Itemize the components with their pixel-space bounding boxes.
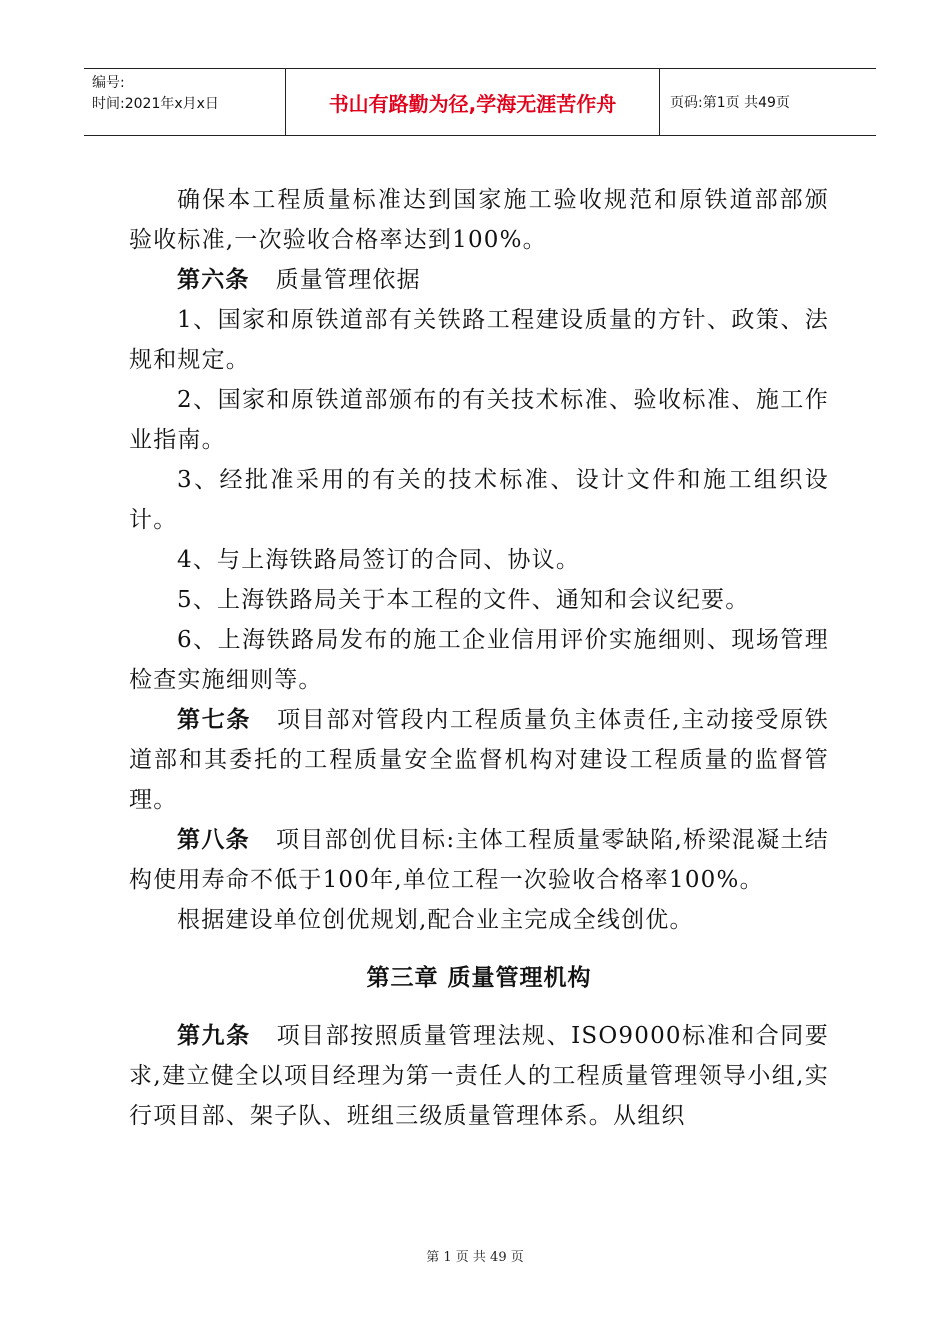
- article-6-title: 第六条: [177, 267, 250, 293]
- paragraph-excellence-plan: 根据建设单位创优规划,配合业主完成全线创优。: [177, 907, 694, 933]
- article-8-text: 项目部创优目标:主体工程质量零缺陷,桥梁混凝土结构使用寿命不低于100年,单位工程一次验收合格率100%。: [129, 827, 829, 893]
- chapter-3-heading: 第三章 质量管理机构: [366, 965, 592, 991]
- article-7-text: 项目部对管段内工程质量负主体责任,主动接受原铁道部和其委托的工程质量安全监督机构对建设工程质量的监督管理。: [129, 707, 829, 813]
- article-6-text: 质量管理依据: [275, 267, 421, 293]
- article-9: [129, 1016, 829, 1136]
- article-9-title: 第九条: [177, 1023, 251, 1049]
- paragraph-quality-standard: 确保本工程质量标准达到国家施工验收规范和原铁道部部颁验收标准,一次验收合格率达到100%。: [129, 187, 829, 253]
- article-8: [129, 820, 829, 900]
- basis-item-1: 1、国家和原铁道部有关铁路工程建设质量的方针、政策、法规和规定。: [129, 307, 829, 373]
- page-footer: 第 1 页 共 49 页: [426, 1250, 524, 1265]
- document-header: [84, 68, 876, 136]
- basis-item-3: 3、经批准采用的有关的技术标准、设计文件和施工组织设计。: [129, 467, 829, 533]
- document-time-label: 时间:2021年x月x日: [92, 96, 219, 112]
- basis-item-6: 6、上海铁路局发布的施工企业信用评价实施细则、现场管理检查实施细则等。: [129, 627, 829, 693]
- article-9-text: 项目部按照质量管理法规、ISO9000标准和合同要求,建立健全以项目经理为第一责任人的工程质量管理领导小组,实行项目部、架子队、班组三级质量管理体系。从组织: [129, 1023, 829, 1129]
- document-body: [129, 180, 829, 1136]
- header-meta-cell: [84, 69, 286, 135]
- basis-item-5: 5、上海铁路局关于本工程的文件、通知和会议纪要。: [177, 587, 750, 613]
- header-motto: 书山有路勤为径,学海无涯苦作舟: [286, 69, 660, 135]
- article-6: [129, 260, 829, 300]
- article-7: [129, 700, 829, 820]
- basis-item-4: 4、与上海铁路局签订的合同、协议。: [177, 547, 581, 573]
- article-7-title: 第七条: [177, 707, 252, 733]
- article-8-title: 第八条: [177, 827, 251, 853]
- header-page-info: 页码:第1页 共49页: [670, 95, 790, 111]
- document-number-label: 编号:: [92, 75, 125, 91]
- basis-item-2: 2、国家和原铁道部颁布的有关技术标准、验收标准、施工作业指南。: [129, 387, 829, 453]
